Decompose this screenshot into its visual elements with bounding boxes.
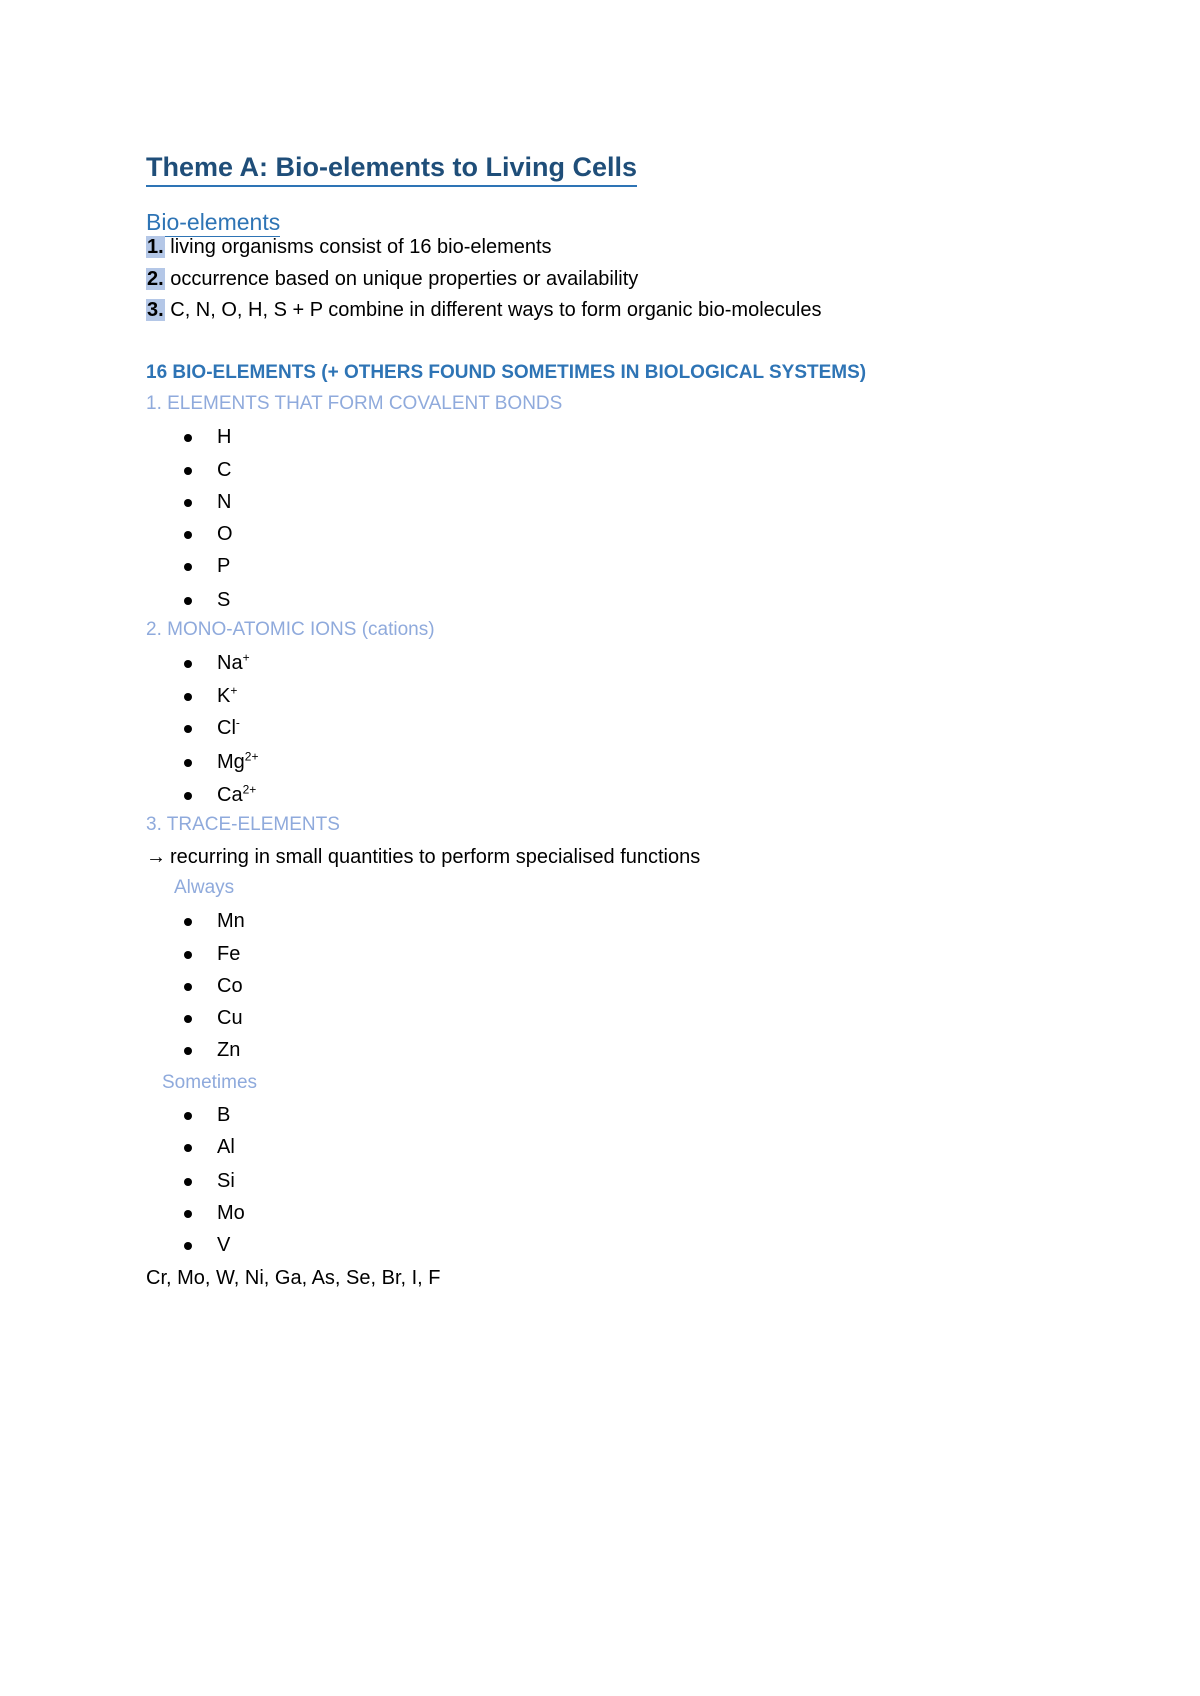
ions-heading: 2. MONO-ATOMIC IONS (cations) — [146, 619, 435, 640]
bullet-icon — [184, 1112, 192, 1120]
bullet-icon — [184, 725, 192, 733]
bullet-icon — [184, 1144, 192, 1152]
page-title: Theme A: Bio-elements to Living Cells — [146, 150, 637, 187]
arrow-right-icon: → — [146, 846, 166, 868]
bullet-icon — [184, 660, 192, 668]
intro-number: 2. — [147, 268, 164, 290]
bullet-icon — [184, 1015, 192, 1023]
bullet-icon — [184, 792, 192, 800]
intro-text: C, N, O, H, S + P combine in different ways to form organic bio-molecules — [164, 299, 822, 321]
bullet-icon — [184, 531, 192, 539]
intro-point-3 — [146, 297, 821, 323]
document-page: Theme A: Bio-elements to Living Cells Bio-elements 1. living organisms consist of 16 bio-elements 2. occurrence based on unique properties or availability 3. C, N, O, H, S + P combine in different ways to form organic bio-molecules 16 BIO-ELEMENTS (+ OTHERS FOUND SOMETIMES IN BIOLOGICAL SYSTEMS) 1. ELEMENTS THAT FORM COVALENT BONDS H C N O P S 2. MONO-ATOMIC IONS (cations) Na+ K+ Cl- $Mg^{2+}$ $Ca^{2+}$ 3. TRACE-ELEMENTS → recurring in small quantities to perform specialised functions Always Mn Fe Co Cu Zn Sometimes B Al Si Mo V Cr, Mo, W, Ni, Ga, As, Se, Br, I, F — [146, 152, 867, 1289]
bullet-icon — [184, 951, 192, 959]
intro-text: living organisms consist of 16 bio-elements — [164, 236, 552, 258]
intro-number: 3. — [147, 299, 164, 321]
trace-note — [146, 844, 700, 870]
bullet-icon — [184, 983, 192, 991]
section-subtitle: Bio-elements — [146, 209, 281, 235]
bullet-icon — [184, 693, 192, 701]
intro-point-2 — [146, 266, 638, 292]
bullet-icon — [184, 918, 192, 926]
bullet-icon — [184, 1242, 192, 1250]
bullet-icon — [184, 597, 192, 605]
bio-elements-heading: 16 BIO-ELEMENTS (+ OTHERS FOUND SOMETIMES IN BIOLOGICAL SYSTEMS) — [146, 362, 867, 383]
intro-number: 1. — [147, 236, 164, 258]
trace-heading: 3. TRACE-ELEMENTS — [146, 814, 340, 835]
bullet-icon — [184, 759, 192, 767]
bullet-icon — [184, 1047, 192, 1055]
always-label: Always — [174, 877, 235, 898]
bullet-icon — [184, 499, 192, 507]
covalent-heading: 1. ELEMENTS THAT FORM COVALENT BONDS — [146, 393, 563, 414]
bullet-icon — [184, 1178, 192, 1186]
bullet-icon — [184, 434, 192, 442]
bullet-icon — [184, 1210, 192, 1218]
bullet-icon — [184, 563, 192, 571]
intro-text: occurrence based on unique properties or availability — [164, 268, 639, 290]
intro-point-1 — [146, 234, 552, 260]
trace-note-text: recurring in small quantities to perform specialised functions — [170, 846, 701, 868]
bullet-icon — [184, 467, 192, 475]
sometimes-label: Sometimes — [162, 1072, 258, 1093]
other-elements-line: Cr, Mo, W, Ni, Ga, As, Se, Br, I, F — [146, 1267, 441, 1289]
